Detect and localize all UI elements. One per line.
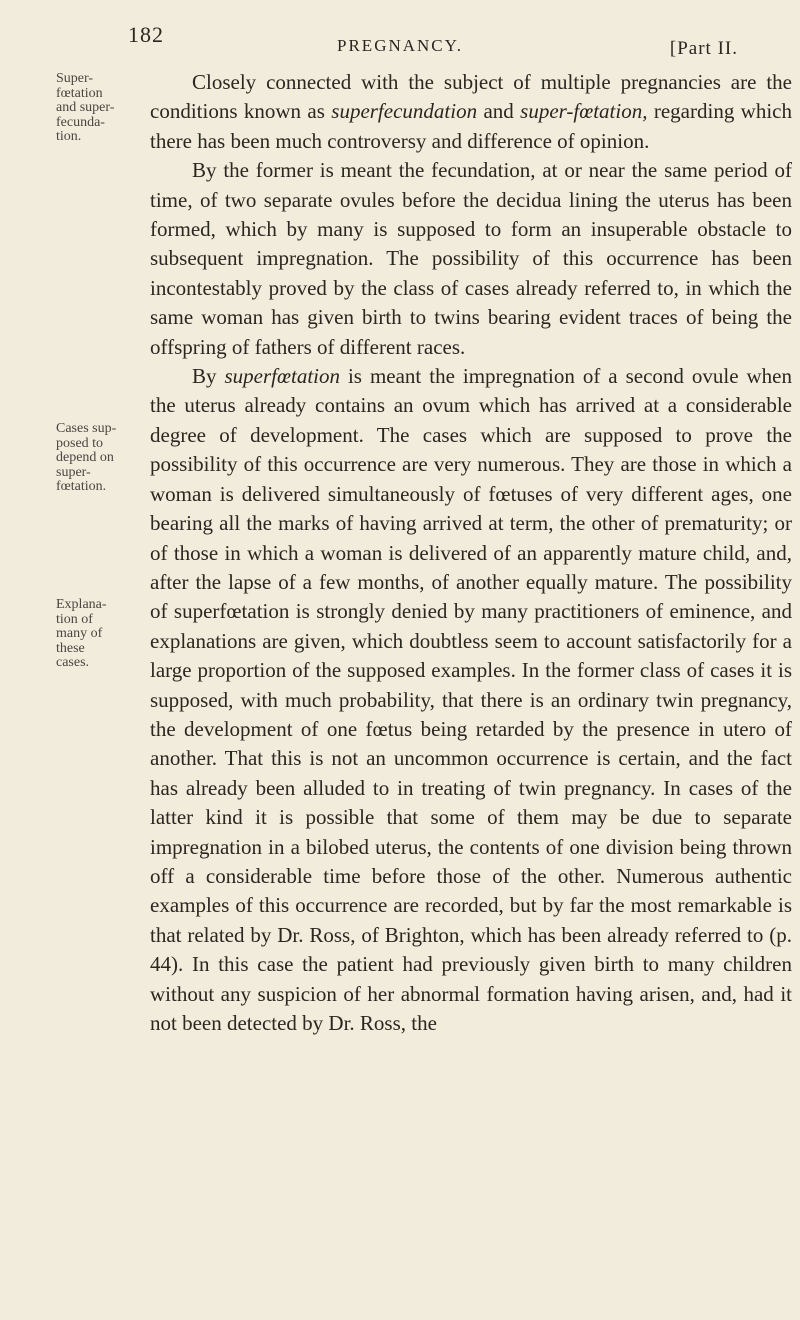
page-header <box>0 22 800 62</box>
sidenote-line: these <box>56 640 85 656</box>
sidenote-line: fecunda- <box>56 114 105 130</box>
term-superfoetation: superfœtation <box>224 364 340 389</box>
sidenote-line: and super- <box>56 100 115 115</box>
sidenote-line: fœtation. <box>56 479 107 494</box>
sidenote-cases <box>56 422 128 495</box>
sidenote-line: many of <box>56 626 103 641</box>
paragraph: By superfœtation is meant the impregnation of a second ovule when the uterus already contains an ovum which has arrived at a considerable degree of development. The cases which are supposed to prove the possibility of this occurrence are very numerous. They are those in which a woman is delivered simultaneously of fœtuses of very different ages, one bearing all the marks of having arrived at term, the other of prematurity; or of those in which a woman is delivered of an apparently mature child, and, after the lapse of a few months, of another equally mature. The possibility of superfœtation is strongly denied by many practitioners of eminence, and explanations are given, which doubtless seem to account satisfactorily for a large proportion of the supposed examples. In the former class of cases it is supposed, with much probability, that there is an ordinary twin pregnancy, the development of one fœtus being retarded by the presence in utero of another. That this is not an uncommon occurrence is certain, and the fact has already been alluded to in treating of twin pregnancy. In cases of the latter kind it is possible that some of them may be due to separate impregnation in a bilobed uterus, the contents of one division being thrown off a considerable time before those of the other. Numerous authentic examples of this occurrence are recorded, but by far the most remarkable is that related by Dr. Ross, of Brighton, which has been already referred to (p. 44). In this case the patient had previously given birth to many children without any suspicion of her abnormal formation having arisen, and, had it not been detected by Dr. Ross, the <box>150 364 792 1035</box>
sidenote-explanation <box>56 598 128 671</box>
sidenote-line: super- <box>56 464 91 480</box>
sidenote-line: Super- <box>56 71 94 86</box>
sidenote-line: posed to <box>56 435 104 451</box>
sidenote-line: depend on <box>56 450 114 465</box>
sidenote-line: Explana- <box>56 597 107 612</box>
paragraph: Closely connected with the subject of multiple pregnancies are the conditions known as superfecundation and super-fœtation, regarding which there has been much controversy and difference of opinion. <box>150 70 792 153</box>
page-number: 182 <box>128 22 164 47</box>
running-head: PREGNANCY. <box>337 36 463 55</box>
paragraph: By the former is meant the fecundation, at or near the same period of time, of two separate ovules before the decidua lining the uterus has been formed, which by many is supposed to form an insuperable obstacle to subsequent impregnation. The possibility of this occurrence has been incontestably proved by the class of cases already referred to, in which the same woman has given birth to twins bearing evident traces of being the offspring of fathers of different races. <box>150 158 792 359</box>
term-superfoetation: super-fœtation, <box>520 99 648 124</box>
part-label: [Part II. <box>669 38 738 59</box>
term-superfecundation: superfecundation <box>331 99 478 124</box>
sidenote-line: Cases sup- <box>56 421 117 436</box>
sidenote-superfoetation <box>56 72 128 145</box>
sidenote-line: cases. <box>56 655 90 670</box>
sidenote-line: tion of <box>56 611 93 627</box>
body-text <box>150 68 792 1038</box>
sidenote-line: fœtation <box>56 85 103 101</box>
sidenote-line: tion. <box>56 129 82 144</box>
